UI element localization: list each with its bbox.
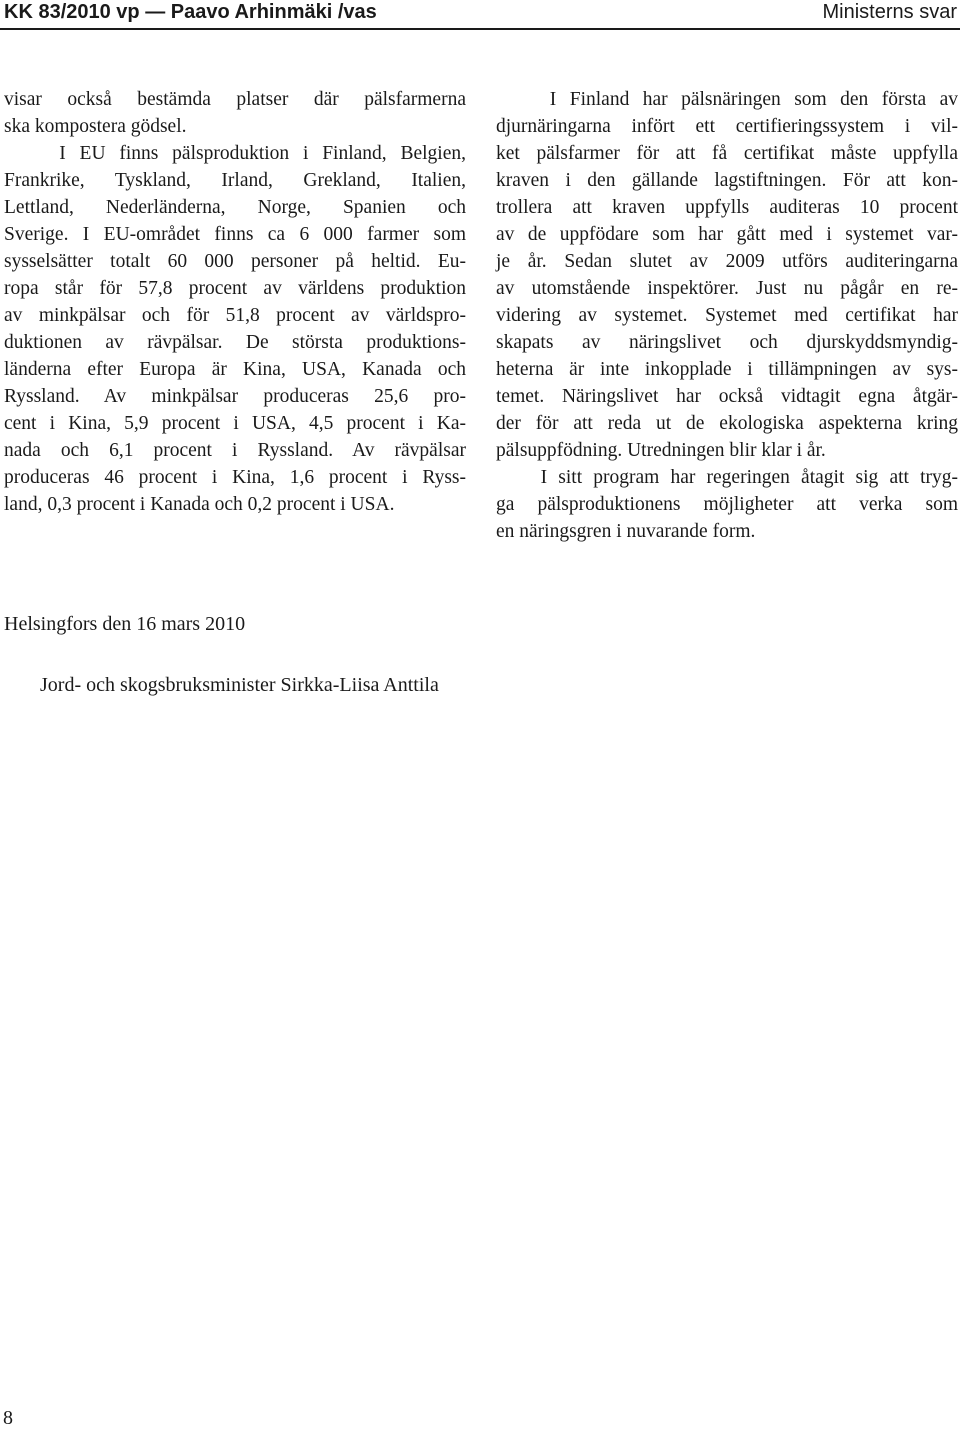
text-line: Sverige. I EU-området finns ca 6 000 farmer som xyxy=(4,224,466,245)
text-line: länderna efter Europa är Kina, USA, Kanada och xyxy=(4,359,466,380)
text-line: ska kompostera gödsel. xyxy=(4,116,187,137)
page-number: 8 xyxy=(3,1407,13,1429)
text-line: djurnäringarna infört ett certifieringssystem i vil- xyxy=(496,116,958,137)
text-line: visar också bestämda platser där pälsfarmerna xyxy=(4,89,466,110)
text-line: produceras 46 procent i Kina, 1,6 procent i Ryss- xyxy=(4,467,466,488)
signature-name: Jord- och skogsbruksminister Sirkka-Liisa Anttila xyxy=(40,674,439,696)
text-line: trollera att kraven uppfylls auditeras 10 procent xyxy=(496,197,958,218)
text-line: I Finland har pälsnäringen som den första av xyxy=(496,89,958,110)
document-header-section: Ministerns svar xyxy=(822,1,957,23)
text-line: je år. Sedan slutet av 2009 utförs auditeringarna xyxy=(496,251,958,272)
header-rule xyxy=(0,28,960,30)
text-line: Frankrike, Tyskland, Irland, Grekland, Italien, xyxy=(4,170,466,191)
text-line: ga pälsproduktionens möjligheter att verka som xyxy=(496,494,958,515)
left-text-column xyxy=(4,86,466,518)
text-line: kraven i den gällande lagstiftningen. För att kon- xyxy=(496,170,958,191)
text-line: nada och 6,1 procent i Ryssland. Av rävpälsar xyxy=(4,440,466,461)
text-line: ket pälsfarmer för att få certifikat måste uppfylla xyxy=(496,143,958,164)
text-line: pälsuppfödning. Utredningen blir klar i år. xyxy=(496,440,826,461)
signature-place-date: Helsingfors den 16 mars 2010 xyxy=(4,613,246,635)
text-line: cent i Kina, 5,9 procent i USA, 4,5 procent i Ka- xyxy=(4,413,466,434)
text-line: I sitt program har regeringen åtagit sig att tryg- xyxy=(496,467,958,488)
document-header-title: KK 83/2010 vp — Paavo Arhinmäki /vas xyxy=(4,1,377,23)
text-line: skapats av näringslivet och djurskyddsmyndig- xyxy=(496,332,958,353)
text-line: ropa står för 57,8 procent av världens produktion xyxy=(4,278,466,299)
text-line: heterna är inte inkopplade i tillämpningen av sys- xyxy=(496,359,958,380)
right-text-column xyxy=(496,86,958,545)
text-line: Ryssland. Av minkpälsar produceras 25,6 pro- xyxy=(4,386,466,407)
text-line: temet. Näringslivet har också vidtagit egna åtgär- xyxy=(496,386,958,407)
text-line: I EU finns pälsproduktion i Finland, Belgien, xyxy=(4,143,466,164)
text-line: av minkpälsar och för 51,8 procent av världspro- xyxy=(4,305,466,326)
text-line: videring av systemet. Systemet med certifikat har xyxy=(496,305,958,326)
text-line: Lettland, Nederländerna, Norge, Spanien och xyxy=(4,197,466,218)
text-line: land, 0,3 procent i Kanada och 0,2 procent i USA. xyxy=(4,494,395,515)
text-line: der för att reda ut de ekologiska aspekterna kring xyxy=(496,413,958,434)
text-line: av utomstående inspektörer. Just nu pågår en re- xyxy=(496,278,958,299)
text-line: sysselsätter totalt 60 000 personer på heltid. Eu- xyxy=(4,251,466,272)
text-line: duktionen av rävpälsar. De största produktions- xyxy=(4,332,466,353)
text-line: av de uppfödare som har gått med i systemet var- xyxy=(496,224,958,245)
text-line: en näringsgren i nuvarande form. xyxy=(496,521,756,542)
